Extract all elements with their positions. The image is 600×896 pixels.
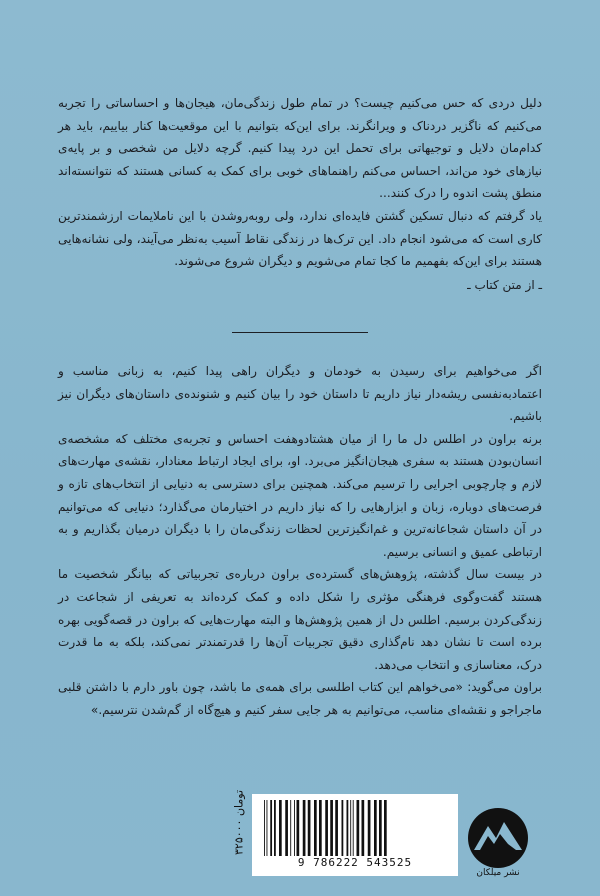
barcode bbox=[252, 794, 458, 876]
excerpt-source: ـ از متن کتاب ـ bbox=[467, 277, 542, 292]
description-paragraph-1: اگر می‌خواهیم برای رسیدن به خودمان و دیگران راهی پیدا کنیم، به زبانی مناسب و اعتمادبه‌نفسی ریشه‌دار نیاز داریم تا داستان خود را بیان کنیم و شنونده‌ی داستان‌های دیگران نیز باشیم. bbox=[58, 364, 542, 424]
book-description bbox=[58, 360, 542, 722]
publisher-name: نشر میلکان bbox=[476, 868, 520, 878]
barcode-number: 9 786222 543525 bbox=[297, 856, 413, 869]
excerpt-paragraph-1: دلیل دردی که حس می‌کنیم چیست؟ در تمام طول زندگی‌مان، هیجان‌ها و احساساتی را تجربه می‌کنیم که ناگزیر دردناک و ویرانگرند. برای این‌که بتوانیم با این موقعیت‌ها کنار بیاییم، باید هر کدام‌مان دلایل و توجیهاتی برای تحمل این درد پیدا کنیم. گرچه دلایل من شخصی و بر پایه‌ی نیازهای خود من‌اند، احساس می‌کنم راهنماهای خوبی برای کمک به کسانی هستند که نتوانسته‌اند منطق پشت اندوه را درک کنند... bbox=[58, 96, 542, 201]
barcode-bars bbox=[262, 800, 448, 856]
excerpt-paragraph-2: یاد گرفتم که دنبال تسکین گشتن فایده‌ای ندارد، ولی روبه‌روشدن با این ناملایمات ارزشمندترین کاری است که می‌شود انجام داد. این ترک‌ها در زندگی نقاط آسیب به‌نظر می‌آیند، ولی نشانه‌هایی هستند برای این‌که بفهمیم ما کجا تمام می‌شویم و دیگران شروع می‌شوند. bbox=[58, 208, 542, 269]
price-label: ۳۲۵۰۰۰ تومان bbox=[232, 789, 246, 855]
section-divider bbox=[232, 332, 368, 333]
description-paragraph-4: براون می‌گوید: «می‌خواهم این کتاب اطلسی برای همه‌ی ما باشد، چون باور دارم با داشتن قلبی ماجراجو و نقشه‌ای مناسب، می‌توانیم به هر جایی سفر کنیم و هیچ‌گاه از گم‌شدن نترسیم.» bbox=[58, 680, 542, 717]
description-paragraph-2: برنه براون در اطلس دل ما را از میان هشتادوهفت احساس و تجربه‌ی مختلف که مشخصه‌ی انسان‌بودن هستند به سفری هیجان‌انگیز می‌برد. او، برای ایجاد ارتباط معنادار، نقشه‌ی مهارت‌های لازم و چارچوبی اجرایی را ترسیم می‌کند. همچنین برای دسترسی به دنیایی از انتخاب‌های تازه و فرصت‌های دوباره، زبان و ابزارهایی را که نیاز داریم در اختیارمان می‌گذارد؛ دنیایی که می‌توانیم در آن داستان شجاعانه‌ترین و غم‌انگیزترین لحظات زندگی‌مان را با دیگران درمیان بگذاریم و به ارتباطی عمیق و انسانی برسیم. bbox=[58, 431, 542, 559]
description-paragraph-3: در بیست سال گذشته، پژوهش‌های گسترده‌ی براون درباره‌ی تجربیاتی که بیانگر شخصیت ما هستند گفت‌وگوی فرهنگی مؤثری را شکل داده و کمک کرده‌اند به تعریفی از شجاعت در زندگی‌کردن برسیم. اطلس دل از همین پژوهش‌ها و البته مهارت‌هایی که براون در قصه‌گویی بهره برده است تا نشان دهد نام‌گذاری دقیق تجربیات آن‌ها را قدرتمندتر نمی‌کند، بلکه به ما قدرت درک، معناسازی و انتخاب می‌دهد. bbox=[58, 567, 542, 672]
book-excerpt bbox=[58, 92, 542, 297]
